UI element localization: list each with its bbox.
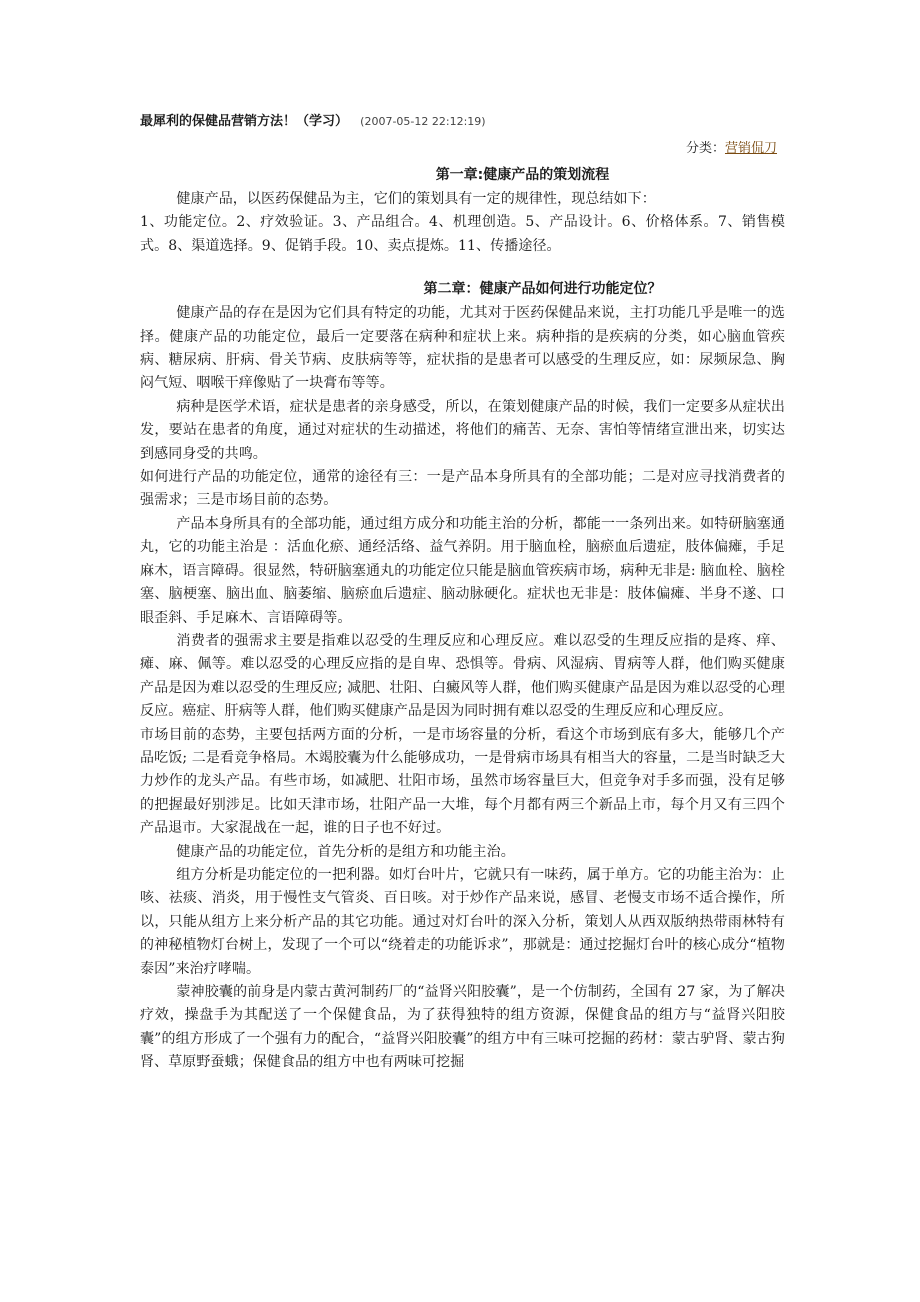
chapter-2-paragraph: 市场目前的态势，主要包括两方面的分析，一是市场容量的分析，看这个市场到底有多大，能够几个产品吃饭; 二是看竞争格局。木竭胶囊为什么能够成功，一是骨病市场具有相当大的容量，二是当时缺乏大力炒作的龙头产品。有些市场，如减肥、壮阳市场，虽然市场容量巨大，但竞争对手多而强，没有足够的把握最好别涉足。比如天津市场，壮阳产品一大堆，每个月都有两三个新品上市，每个月又有三四个产品退市。大家混战在一起，谁的日子也不好过。	[140, 726, 785, 837]
chapter-1-paragraph: 1、功能定位。2、疗效验证。3、产品组合。4、机理创造。5、产品设计。6、价格体系。7、销售模式。8、渠道选择。9、促销手段。10、卖点提炼。11、传播途径。	[140, 214, 785, 254]
chapter-1-paragraph: 健康产品，以医药保健品为主，它们的策划具有一定的规律性，现总结如下：	[176, 191, 656, 207]
chapter-2-paragraph: 组方分析是功能定位的一把利器。如灯台叶片，它就只有一味药，属于单方。它的功能主治为：止咳、祛痰、消炎，用于慢性支气管炎、百日咳。对于炒作产品来说，感冒、老慢支市场不适合操作，所以，只能从组方上来分析产品的其它功能。通过对灯台叶的深入分析，策划人从西双版纳热带雨林特有的神秘植物灯台树上，发现了一个可以“绕着走的功能诉求”，那就是：通过挖掘灯台叶的核心成分“植物泰因”来治疗哮喘。	[140, 866, 785, 977]
chapter-2-paragraph: 健康产品的存在是因为它们具有特定的功能，尤其对于医药保健品来说，主打功能几乎是唯一的选择。健康产品的功能定位，最后一定要落在病种和症状上来。病种指的是疾病的分类，如心脑血管疾病、糖尿病、肝病、骨关节病、皮肤病等等，症状指的是患者可以感受的生理反应，如：尿频尿急、胸闷气短、咽喉干痒像贴了一块膏布等等。	[140, 305, 785, 392]
chapter-2-paragraph: 健康产品的功能定位，首先分析的是组方和功能主治。	[176, 843, 515, 860]
chapter-2-title: 第二章：健康产品如何进行功能定位？	[423, 281, 662, 298]
post-title: 最犀利的保健品营销方法！（学习）	[140, 114, 349, 129]
chapter-2-paragraph: 蒙神胶囊的前身是内蒙古黄河制药厂的“益肾兴阳胶囊”，是一个仿制药，全国有 27 家，为了解决疗效，操盘手为其配送了一个保健食品，为了获得独特的组方资源，保健食品的组方与“益肾兴阳胶囊”的组方形成了一个强有力的配合，“益肾兴阳胶囊”的组方中有三味可挖掘的药材：蒙古驴肾、蒙古狗肾、草原野蚕蛾；保健食品的组方中也有两味可挖掘	[140, 984, 785, 1071]
category-label: 分类：	[685, 141, 725, 156]
chapter-2-paragraph: 病种是医学术语，症状是患者的亲身感受，所以，在策划健康产品的时候，我们一定要多从症状出发，要站在患者的角度，通过对症状的生动描述，将他们的痛苦、无奈、害怕等情绪宣泄出来，切实达到感同身受的共鸣。	[140, 398, 785, 462]
chapter-2-paragraph: 产品本身所具有的全部功能，通过组方成分和功能主治的分析，都能一一条列出来。如特研脑塞通丸，它的功能主治是 ：活血化瘀、通经活络、益气养阴。用于脑血栓，脑瘀血后遗症，肢体偏瘫，手足麻木，语言障碍。很显然，特研脑塞通丸的功能定位只能是脑血管疾病市场，病种无非是: 脑血栓、脑栓塞、脑梗塞、脑出血、脑萎缩、脑瘀血后遗症、脑动脉硬化。症状也无非是：肢体偏瘫、半身不遂、口眼歪斜、手足麻木、言语障碍等。	[140, 515, 785, 626]
post-header	[140, 110, 785, 134]
document-page	[140, 110, 785, 1075]
category-link[interactable]: 营销侃刀	[724, 141, 777, 156]
post-timestamp: (2007-05-12 22:12:19)	[360, 115, 486, 128]
category-line	[140, 136, 785, 162]
chapter-2-paragraph: 消费者的强需求主要是指难以忍受的生理反应和心理反应。难以忍受的生理反应指的是疼、痒、瘫、麻、佩等。难以忍受的心理反应指的是自卑、恐惧等。骨病、风湿病、胃病等人群，他们购买健康产品是因为难以忍受的生理反应; 减肥、壮阳、白癜风等人群，他们购买健康产品是因为难以忍受的心理反应。癌症、肝病等人群，他们购买健康产品是因为同时拥有难以忍受的生理反应和心理反应。	[140, 632, 785, 720]
chapter-2-paragraph: 如何进行产品的功能定位，通常的途径有三：一是产品本身所具有的全部功能；二是对应寻找消费者的强需求；三是市场目前的态势。	[140, 469, 785, 509]
chapter-1-title: 第一章:健康产品的策划流程	[435, 167, 610, 183]
